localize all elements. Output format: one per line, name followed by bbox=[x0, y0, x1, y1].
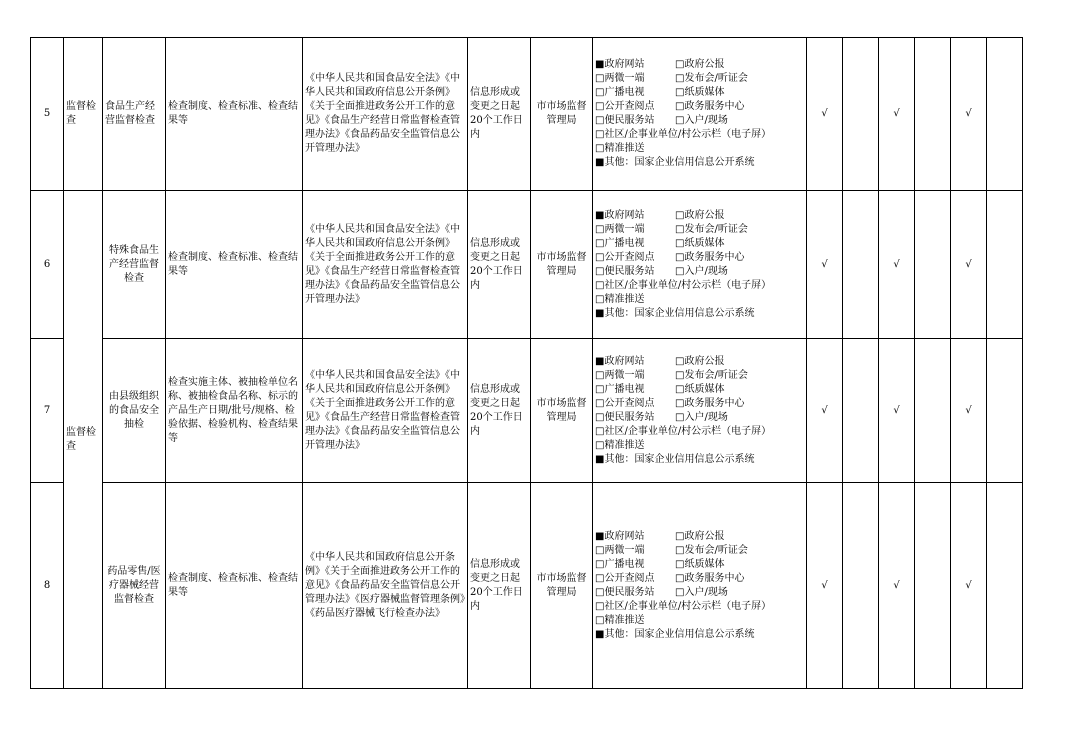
channel-line bbox=[595, 307, 804, 321]
channel-option: □纸质媒体 bbox=[675, 87, 725, 98]
channel-option: □社区/企事业单位/村公示栏（电子屏） bbox=[595, 425, 772, 437]
check-mark-cell: √ bbox=[879, 339, 915, 483]
channel-line bbox=[595, 439, 804, 453]
content-cell: 检查实施主体、被抽检单位名称、被抽检食品名称、标示的产品生产日期/批号/规格、检验依据、检验机构、检查结果等 bbox=[166, 339, 303, 483]
content-cell: 检查制度、检查标准、检查结果等 bbox=[166, 38, 303, 191]
channel-line bbox=[595, 86, 804, 100]
channel-option: □政务服务中心 bbox=[675, 101, 745, 112]
channel-option: □广播电视 bbox=[595, 87, 645, 98]
check-mark-cell: √ bbox=[951, 339, 987, 483]
channel-option: □便民服务站 bbox=[595, 265, 655, 277]
channel-line bbox=[595, 628, 804, 642]
channel-option: ■政府网站 bbox=[595, 530, 645, 542]
check-mark-cell: √ bbox=[879, 38, 915, 191]
channel-line bbox=[595, 251, 804, 265]
channel-line bbox=[595, 58, 804, 72]
check-mark-cell: √ bbox=[879, 483, 915, 689]
channel-option: □广播电视 bbox=[595, 383, 645, 395]
category-cell: 监督检查 bbox=[64, 191, 103, 689]
deadline-cell: 信息形成或变更之日起20个工作日内 bbox=[468, 339, 531, 483]
check-mark-cell bbox=[843, 191, 879, 339]
channel-line bbox=[595, 209, 804, 223]
channel-option: □入户/现场 bbox=[675, 411, 728, 423]
channel-option: □政府公报 bbox=[675, 209, 725, 221]
channel-line bbox=[595, 544, 804, 558]
channel-option: □精准推送 bbox=[595, 439, 645, 451]
channel-line bbox=[595, 586, 804, 600]
channel-line bbox=[595, 411, 804, 425]
channels-cell bbox=[593, 339, 807, 483]
basis-cell: 《中华人民共和国食品安全法》《中华人民共和国政府信息公开条例》《关于全面推进政务公开工作的意见》《食品生产经营日常监督检查管理办法》《食品药品安全监管信息公开管理办法》 bbox=[303, 191, 468, 339]
table-row bbox=[31, 339, 1023, 483]
channels-cell bbox=[593, 191, 807, 339]
item-cell: 药品零售/医疗器械经营监督检查 bbox=[103, 483, 166, 689]
channel-line bbox=[595, 425, 804, 439]
table-row bbox=[31, 191, 1023, 339]
channel-option: □社区/企事业单位/村公示栏（电子屏） bbox=[595, 600, 772, 612]
channel-option: □政务服务中心 bbox=[675, 251, 745, 263]
channel-option: □纸质媒体 bbox=[675, 383, 725, 395]
table-row bbox=[31, 38, 1023, 191]
channel-line bbox=[595, 128, 804, 142]
channel-option: □公开查阅点 bbox=[595, 251, 655, 263]
channel-option: □便民服务站 bbox=[595, 411, 655, 423]
check-mark-cell: √ bbox=[951, 483, 987, 689]
channels-cell bbox=[593, 483, 807, 689]
channel-option: ■其他：国家企业信用信息公开系统 bbox=[595, 157, 755, 168]
subject-cell: 市市场监督管理局 bbox=[531, 38, 593, 191]
channel-line bbox=[595, 600, 804, 614]
channel-option: ■政府网站 bbox=[595, 355, 645, 367]
channel-option: □发布会/听证会 bbox=[675, 73, 748, 84]
channel-line bbox=[595, 237, 804, 251]
check-mark-cell bbox=[843, 38, 879, 191]
channel-option: □政府公报 bbox=[675, 59, 725, 70]
subject-cell: 市市场监督管理局 bbox=[531, 191, 593, 339]
table-row bbox=[31, 483, 1023, 689]
check-mark-cell bbox=[915, 38, 951, 191]
check-mark-cell bbox=[915, 191, 951, 339]
channel-option: □公开查阅点 bbox=[595, 572, 655, 584]
channel-option: □两微一端 bbox=[595, 369, 645, 381]
content-cell: 检查制度、检查标准、检查结果等 bbox=[166, 191, 303, 339]
channel-option: □便民服务站 bbox=[595, 586, 655, 598]
channel-option: □纸质媒体 bbox=[675, 237, 725, 249]
row-number: 5 bbox=[31, 38, 64, 191]
channel-option: □政务服务中心 bbox=[675, 572, 745, 584]
channel-line bbox=[595, 369, 804, 383]
check-mark-cell bbox=[987, 483, 1023, 689]
deadline-cell: 信息形成或变更之日起20个工作日内 bbox=[468, 191, 531, 339]
channel-line bbox=[595, 100, 804, 114]
row-number: 6 bbox=[31, 191, 64, 339]
channel-line bbox=[595, 383, 804, 397]
basis-cell: 《中华人民共和国食品安全法》《中华人民共和国政府信息公开条例》《关于全面推进政务公开工作的意见》《食品生产经营日常监督检查管理办法》《食品药品安全监管信息公开管理办法》 bbox=[303, 38, 468, 191]
channel-option: ■其他：国家企业信用信息公示系统 bbox=[595, 453, 755, 465]
check-mark-cell: √ bbox=[879, 191, 915, 339]
check-mark-cell bbox=[843, 483, 879, 689]
channel-option: □公开查阅点 bbox=[595, 101, 655, 112]
subject-cell: 市市场监督管理局 bbox=[531, 483, 593, 689]
channel-line bbox=[595, 558, 804, 572]
check-mark-cell: √ bbox=[807, 191, 843, 339]
check-mark-cell bbox=[987, 38, 1023, 191]
channel-line bbox=[595, 293, 804, 307]
channels-cell bbox=[593, 38, 807, 191]
channel-line bbox=[595, 355, 804, 369]
check-mark-cell bbox=[843, 339, 879, 483]
channel-option: □两微一端 bbox=[595, 544, 645, 556]
channel-line bbox=[595, 265, 804, 279]
subject-cell: 市市场监督管理局 bbox=[531, 339, 593, 483]
channel-option: □发布会/听证会 bbox=[675, 369, 748, 381]
row-number: 8 bbox=[31, 483, 64, 689]
channel-option: □发布会/听证会 bbox=[675, 544, 748, 556]
channel-option: ■政府网站 bbox=[595, 209, 645, 221]
channel-line bbox=[595, 453, 804, 467]
channel-line bbox=[595, 72, 804, 86]
disclosure-table bbox=[30, 37, 1023, 689]
check-mark-cell bbox=[987, 191, 1023, 339]
channel-option: □精准推送 bbox=[595, 293, 645, 305]
channel-option: □广播电视 bbox=[595, 237, 645, 249]
channel-option: □两微一端 bbox=[595, 73, 645, 84]
deadline-cell: 信息形成或变更之日起20个工作日内 bbox=[468, 483, 531, 689]
channel-option: □两微一端 bbox=[595, 223, 645, 235]
check-mark-cell bbox=[987, 339, 1023, 483]
channel-option: □广播电视 bbox=[595, 558, 645, 570]
channel-option: □政府公报 bbox=[675, 530, 725, 542]
item-cell: 特殊食品生产经营监督检查 bbox=[103, 191, 166, 339]
channel-option: □入户/现场 bbox=[675, 586, 728, 598]
check-mark-cell: √ bbox=[807, 38, 843, 191]
check-mark-cell bbox=[915, 339, 951, 483]
item-cell: 食品生产经营监督检查 bbox=[103, 38, 166, 191]
channel-option: □政府公报 bbox=[675, 355, 725, 367]
channel-option: ■其他：国家企业信用信息公示系统 bbox=[595, 307, 755, 319]
channel-option: ■其他：国家企业信用信息公示系统 bbox=[595, 628, 755, 640]
channel-line bbox=[595, 397, 804, 411]
category-cell: 监督检查 bbox=[64, 38, 103, 191]
channel-line bbox=[595, 572, 804, 586]
channel-option: □社区/企事业单位/村公示栏（电子屏） bbox=[595, 129, 772, 140]
channel-line bbox=[595, 614, 804, 628]
content-cell: 检查制度、检查标准、检查结果等 bbox=[166, 483, 303, 689]
check-mark-cell bbox=[915, 483, 951, 689]
channel-line bbox=[595, 279, 804, 293]
channel-option: □公开查阅点 bbox=[595, 397, 655, 409]
channel-option: □发布会/听证会 bbox=[675, 223, 748, 235]
channel-option: □入户/现场 bbox=[675, 115, 728, 126]
deadline-cell: 信息形成或变更之日起20个工作日内 bbox=[468, 38, 531, 191]
check-mark-cell: √ bbox=[951, 191, 987, 339]
check-mark-cell: √ bbox=[807, 483, 843, 689]
channel-option: □社区/企事业单位/村公示栏（电子屏） bbox=[595, 279, 772, 291]
channel-line bbox=[595, 156, 804, 170]
check-mark-cell: √ bbox=[807, 339, 843, 483]
check-mark-cell: √ bbox=[951, 38, 987, 191]
channel-option: □便民服务站 bbox=[595, 115, 655, 126]
basis-cell: 《中华人民共和国政府信息公开条例》《关于全面推进政务公开工作的意见》《食品药品安全监管信息公开管理办法》《医疗器械监督管理条例》《药品医疗器械飞行检查办法》 bbox=[303, 483, 468, 689]
basis-cell: 《中华人民共和国食品安全法》《中华人民共和国政府信息公开条例》《关于全面推进政务公开工作的意见》《食品生产经营日常监督检查管理办法》《食品药品安全监管信息公开管理办法》 bbox=[303, 339, 468, 483]
channel-option: □入户/现场 bbox=[675, 265, 728, 277]
channel-option: ■政府网站 bbox=[595, 59, 645, 70]
channel-option: □精准推送 bbox=[595, 143, 645, 154]
channel-option: □政务服务中心 bbox=[675, 397, 745, 409]
channel-line bbox=[595, 114, 804, 128]
channel-option: □纸质媒体 bbox=[675, 558, 725, 570]
channel-line bbox=[595, 223, 804, 237]
row-number: 7 bbox=[31, 339, 64, 483]
channel-option: □精准推送 bbox=[595, 614, 645, 626]
channel-line bbox=[595, 530, 804, 544]
channel-line bbox=[595, 142, 804, 156]
item-cell: 由县级组织的食品安全抽检 bbox=[103, 339, 166, 483]
